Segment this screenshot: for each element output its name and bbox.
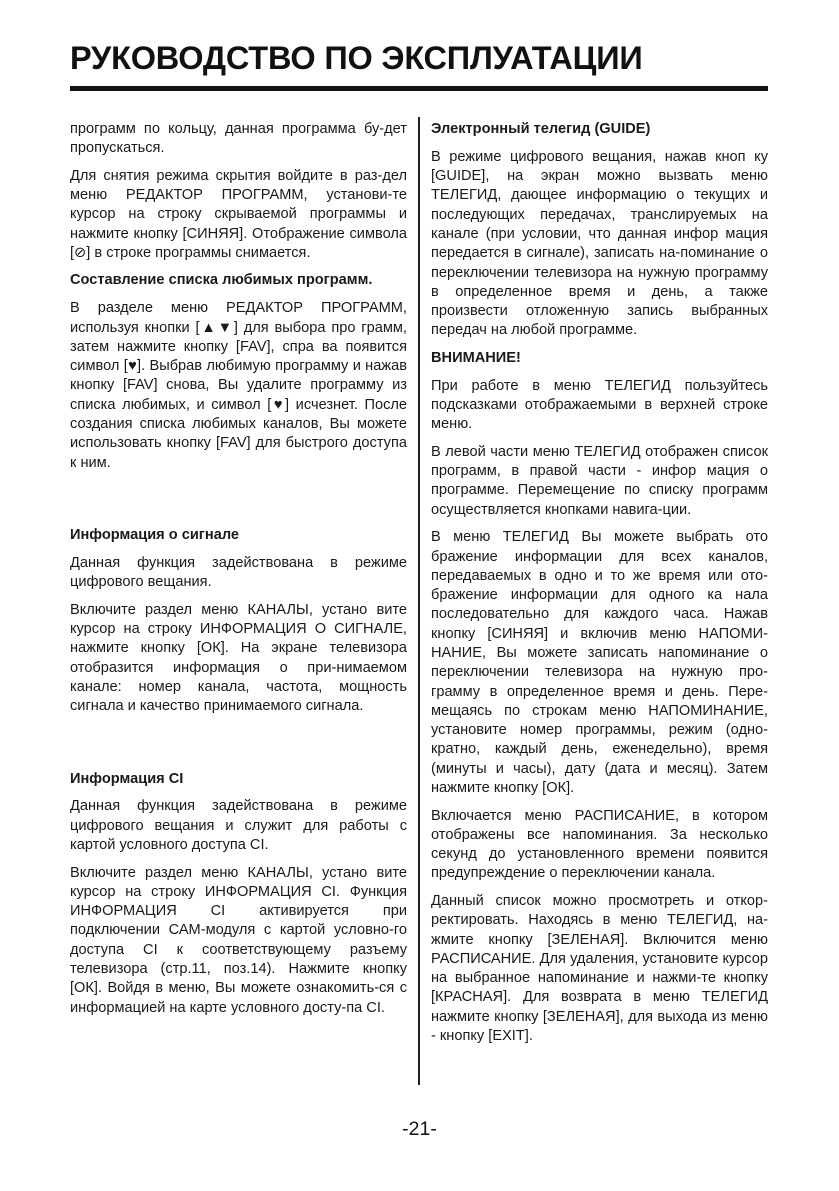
paragraph-ci-1: Данная функция задействована в режиме цифрового вещания и служит для работы с картой условного доступа CI.	[70, 798, 407, 854]
page-title: РУКОВОДСТВО ПО ЭКСПЛУАТАЦИИ	[70, 40, 643, 76]
paragraph-attention-1: При работе в меню ТЕЛЕГИД пользуйтесь подсказками отображаемыми в верхней строке меню.	[431, 377, 768, 433]
header-rule	[70, 86, 768, 91]
paragraph-schedule: Включается меню РАСПИСАНИЕ, в котором отображены все напоминания. За несколько секунд до установленного времени появится предупреждение о переключении канала.	[431, 807, 768, 882]
paragraph-unhide: Для снятия режима скрытия войдите в раз-дел меню РЕДАКТОР ПРОГРАММ, установи-те курсор на строку скрываемой программы и нажмите кнопку [СИНЯЯ]. Отображение символа [⊘] в строке программы снимается.	[70, 167, 407, 261]
paragraph-ci-2: Включите раздел меню КАНАЛЫ, устано вите курсор на строку ИНФОРМАЦИЯ CI. Функция ИНФОРМАЦИЯ CI активируется при подключении САМ-модуля с картой условно-го доступа CI к соответствующему разъему телевизора (стр.11, поз.14). Нажмите кнопку [ОК]. Войдя в меню, Вы можете ознакомить-ся с информацией на карте условного досту-па CI.	[70, 864, 407, 1016]
paragraph-attention-2: В левой части меню ТЕЛЕГИД отображен список программ, в правой части - инфор мация о программе. Перемещение по списку программ осуществляется кнопками навига-ции.	[431, 443, 768, 518]
section-spacer	[70, 725, 407, 770]
left-column	[70, 120, 407, 1026]
paragraph-guide: В режиме цифрового вещания, нажав кноп ку [GUIDE], на экран можно вызвать меню ТЕЛЕГИД, дающее информацию о текущих и последующих передачах, транслируемых на канале (при условии, что данная инфор мация передается в сигнале), записать на-поминание о переключении телевизора на нужную программу в определенное время и день, а также произвести отложенную запись выбранных передач на любой программе.	[431, 148, 768, 339]
column-divider	[418, 117, 420, 1085]
paragraph-continuation: программ по кольцу, данная программа бу-дет пропускаться.	[70, 121, 407, 157]
heading-ci-info: Информация CI	[70, 770, 184, 787]
paragraph-attention-3: В меню ТЕЛЕГИД Вы можете выбрать ото бражение информации для всех каналов, передаваемых в одно и то же время или ото-бражение информации для одного ка нала последовательно для каждого часа. Нажав кнопку [СИНЯЯ] и включив меню НАПОМИ-НАНИЕ, Вы можете записать напоминание о переключении телевизора на нужную про-грамму в определенное время и день. Пере-мещаясь по строкам меню НАПОМИНАНИЕ, установите номер программы, режим (одно-кратно, каждый день, еженедельно), время (минуты и часы), дату (дата и месяц). Затем нажмите кнопку [ОК].	[431, 529, 768, 797]
paragraph-signal-2: Включите раздел меню КАНАЛЫ, устано вите курсор на строку ИНФОРМАЦИЯ О СИГНАЛЕ, нажмите кнопку [ОК]. На экране телевизора отобразится информация о при-нимаемом канале: номер канала, частота, мощность сигнала и качество принимаемого сигнала.	[70, 601, 407, 715]
heading-favorites: Составление списка любимых программ.	[70, 272, 373, 289]
paragraph-signal-1: Данная функция задействована в режиме цифрового вещания.	[70, 554, 407, 591]
heading-attention: ВНИМАНИЕ!	[431, 349, 521, 366]
heading-signal-info: Информация о сигнале	[70, 527, 240, 544]
section-spacer	[70, 481, 407, 526]
paragraph-favorites: В разделе меню РЕДАКТОР ПРОГРАММ, используя кнопки [▲▼] для выбора про грамм, затем нажмите кнопку [FAV], спра ва появится символ [♥]. Выбрав любимую программу и нажав кнопку [FAV] снова, Вы удалите программу из списка любимых, и символ [♥] исчезнет. После создания списка любимых каналов, Вы можете использовать кнопку [FAV] для быстрого доступа к ним.	[70, 300, 407, 471]
paragraph-edit-schedule: Данный список можно просмотреть и откор-ректировать. Находясь в меню ТЕЛЕГИД, на-жмите кнопку [ЗЕЛЕНАЯ]. Включится меню РАСПИСАНИЕ. Для удаления, установите курсор на выбранное напоминание и нажми-те кнопку [КРАСНАЯ]. Для возврата в меню ТЕЛЕГИД нажмите кнопку [ЗЕЛЕНАЯ], для выхода из меню - кнопку [EXIT].	[431, 892, 768, 1044]
page-number: -21-	[402, 1118, 437, 1140]
heading-guide: Электронный телегид (GUIDE)	[431, 121, 651, 137]
right-column	[431, 120, 768, 1054]
